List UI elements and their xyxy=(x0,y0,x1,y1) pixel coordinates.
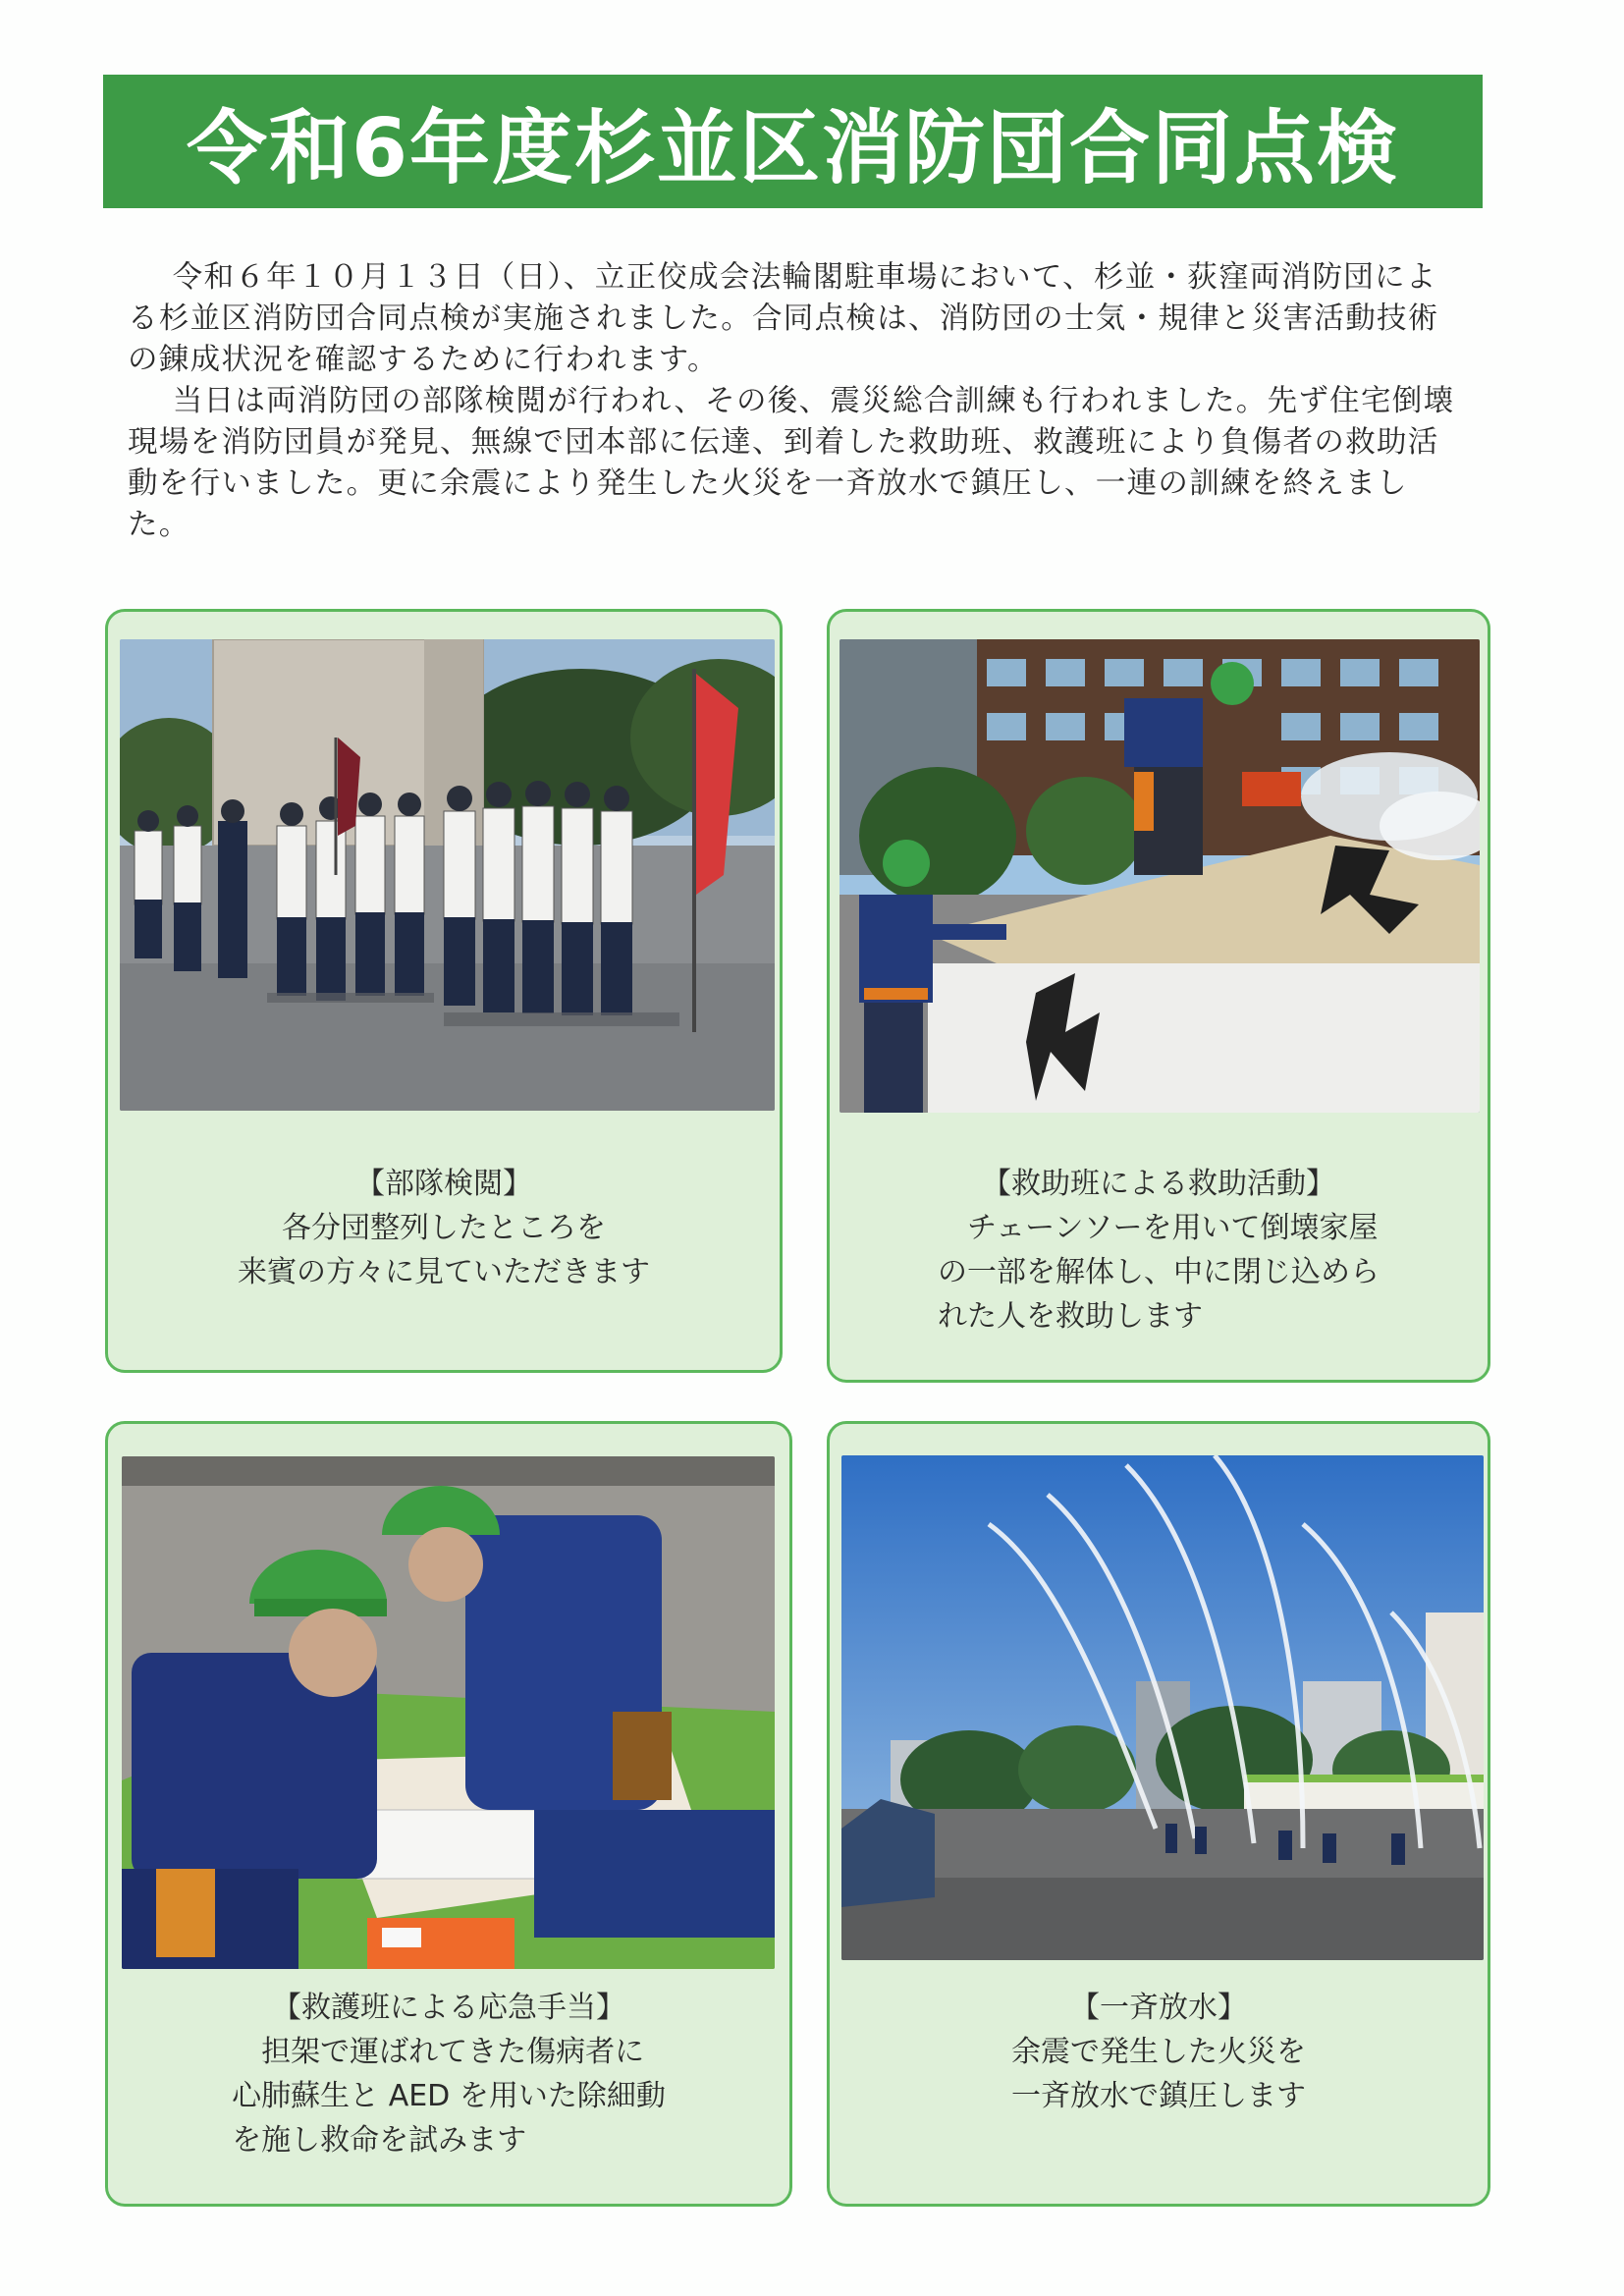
caption-first-aid xyxy=(108,1986,789,2162)
intro-paragraph-1: 令和６年１０月１３日（日）、立正佼成会法輪閣駐車場において、杉並・荻窪両消防団による杉並区消防団合同点検が実施されました。合同点検は、消防団の士気・規律と災害活動技術の錬成状況を確認するために行われます。 xyxy=(128,260,1439,377)
intro-paragraph-2: 当日は両消防団の部隊検閲が行われ、その後、震災総合訓練も行われました。先ず住宅倒壊現場を消防団員が発見、無線で団本部に伝達、到着した救助班、救護班により負傷者の救助活動を行いました。更に余震により発生した火災を一斉放水で鎮圧し、一連の訓練を終えました。 xyxy=(128,384,1455,542)
caption-line: 担架で運ばれてきた傷病者に xyxy=(232,2035,645,2069)
card-water-discharge xyxy=(827,1421,1490,2207)
photo-parade-inspection xyxy=(120,639,775,1111)
caption-line: の一部を解体し、中に閉じ込めら xyxy=(938,1255,1380,1289)
caption-heading: 【救助班による救助活動】 xyxy=(982,1167,1335,1201)
card-parade-inspection xyxy=(105,609,783,1373)
caption-line: 心肺蘇生と AED を用いた除細動 xyxy=(232,2079,666,2113)
card-first-aid xyxy=(105,1421,792,2207)
caption-heading: 【一斉放水】 xyxy=(1070,1991,1247,2025)
page-title: 令和6年度杉並区消防団合同点検 xyxy=(186,101,1400,195)
title-banner xyxy=(103,75,1483,208)
caption-line: 来賓の方々に見ていただきます xyxy=(238,1255,650,1289)
caption-line: 各分団整列したところを xyxy=(282,1211,606,1245)
intro-text xyxy=(128,257,1463,546)
photo-rescue-activity xyxy=(839,639,1480,1113)
caption-heading: 【救護班による応急手当】 xyxy=(272,1991,625,2025)
caption-rescue-activity xyxy=(830,1162,1488,1339)
caption-line: 余震で発生した火災を xyxy=(1011,2035,1306,2069)
caption-heading: 【部隊検閲】 xyxy=(355,1167,532,1201)
caption-line: を施し救命を試みます xyxy=(232,2123,527,2158)
caption-water-discharge xyxy=(830,1986,1488,2118)
caption-parade-inspection xyxy=(108,1162,780,1294)
caption-line: チェーンソーを用いて倒壊家屋 xyxy=(938,1211,1379,1245)
caption-line: れた人を救助します xyxy=(938,1299,1203,1334)
card-rescue-activity xyxy=(827,609,1490,1383)
photo-water-discharge xyxy=(841,1455,1484,1960)
photo-first-aid xyxy=(122,1456,775,1969)
caption-line: 一斉放水で鎮圧します xyxy=(1011,2079,1306,2113)
